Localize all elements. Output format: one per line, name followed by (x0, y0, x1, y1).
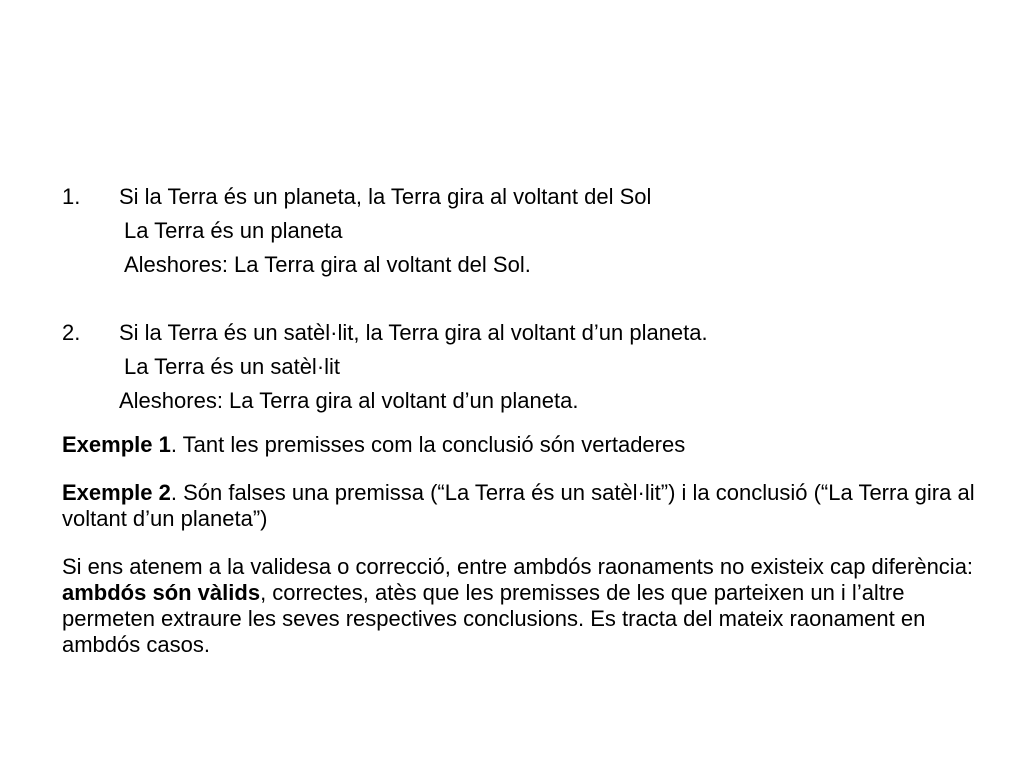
premise-1: Si la Terra és un satèl·lit, la Terra gira al voltant d’un planeta. (119, 320, 708, 345)
premise-2: La Terra és un planeta (124, 218, 343, 243)
validity-emphasis: ambdós són vàlids (62, 580, 261, 605)
item-number: 2. (62, 320, 81, 345)
validity-text-end: , correctes, atès que les premisses de les que parteixen un i l’altre permeten extraure les seves respectives conclusions. Es tracta del mateix raonament en ambdós casos. (62, 580, 926, 657)
argument-2 (62, 316, 992, 418)
validity-paragraph (62, 554, 992, 658)
example-2-paragraph (62, 480, 992, 532)
example-1-label: Exemple 1 (62, 432, 171, 457)
premise-1: Si la Terra és un planeta, la Terra gira al voltant del Sol (119, 184, 652, 209)
item-number: 1. (62, 184, 81, 209)
conclusion: Aleshores: La Terra gira al voltant d’un planeta. (119, 388, 579, 413)
spacer (62, 418, 992, 432)
premise-2: La Terra és un satèl·lit (124, 354, 341, 379)
example-2-text: . Són falses una premissa (“La Terra és un satèl·lit”) i la conclusió (“La Terra gira al voltant d’un planeta”) (62, 480, 975, 531)
example-1-text: . Tant les premisses com la conclusió són vertaderes (170, 432, 686, 457)
example-1-paragraph (62, 432, 992, 458)
slide-content (62, 180, 992, 680)
conclusion: Aleshores: La Terra gira al voltant del Sol. (124, 252, 531, 277)
argument-1 (62, 180, 992, 282)
validity-text-start: Si ens atenem a la validesa o correcció, entre ambdós raonaments no existeix cap diferència: (62, 554, 974, 579)
example-2-label: Exemple 2 (62, 480, 171, 505)
spacer (62, 282, 992, 316)
